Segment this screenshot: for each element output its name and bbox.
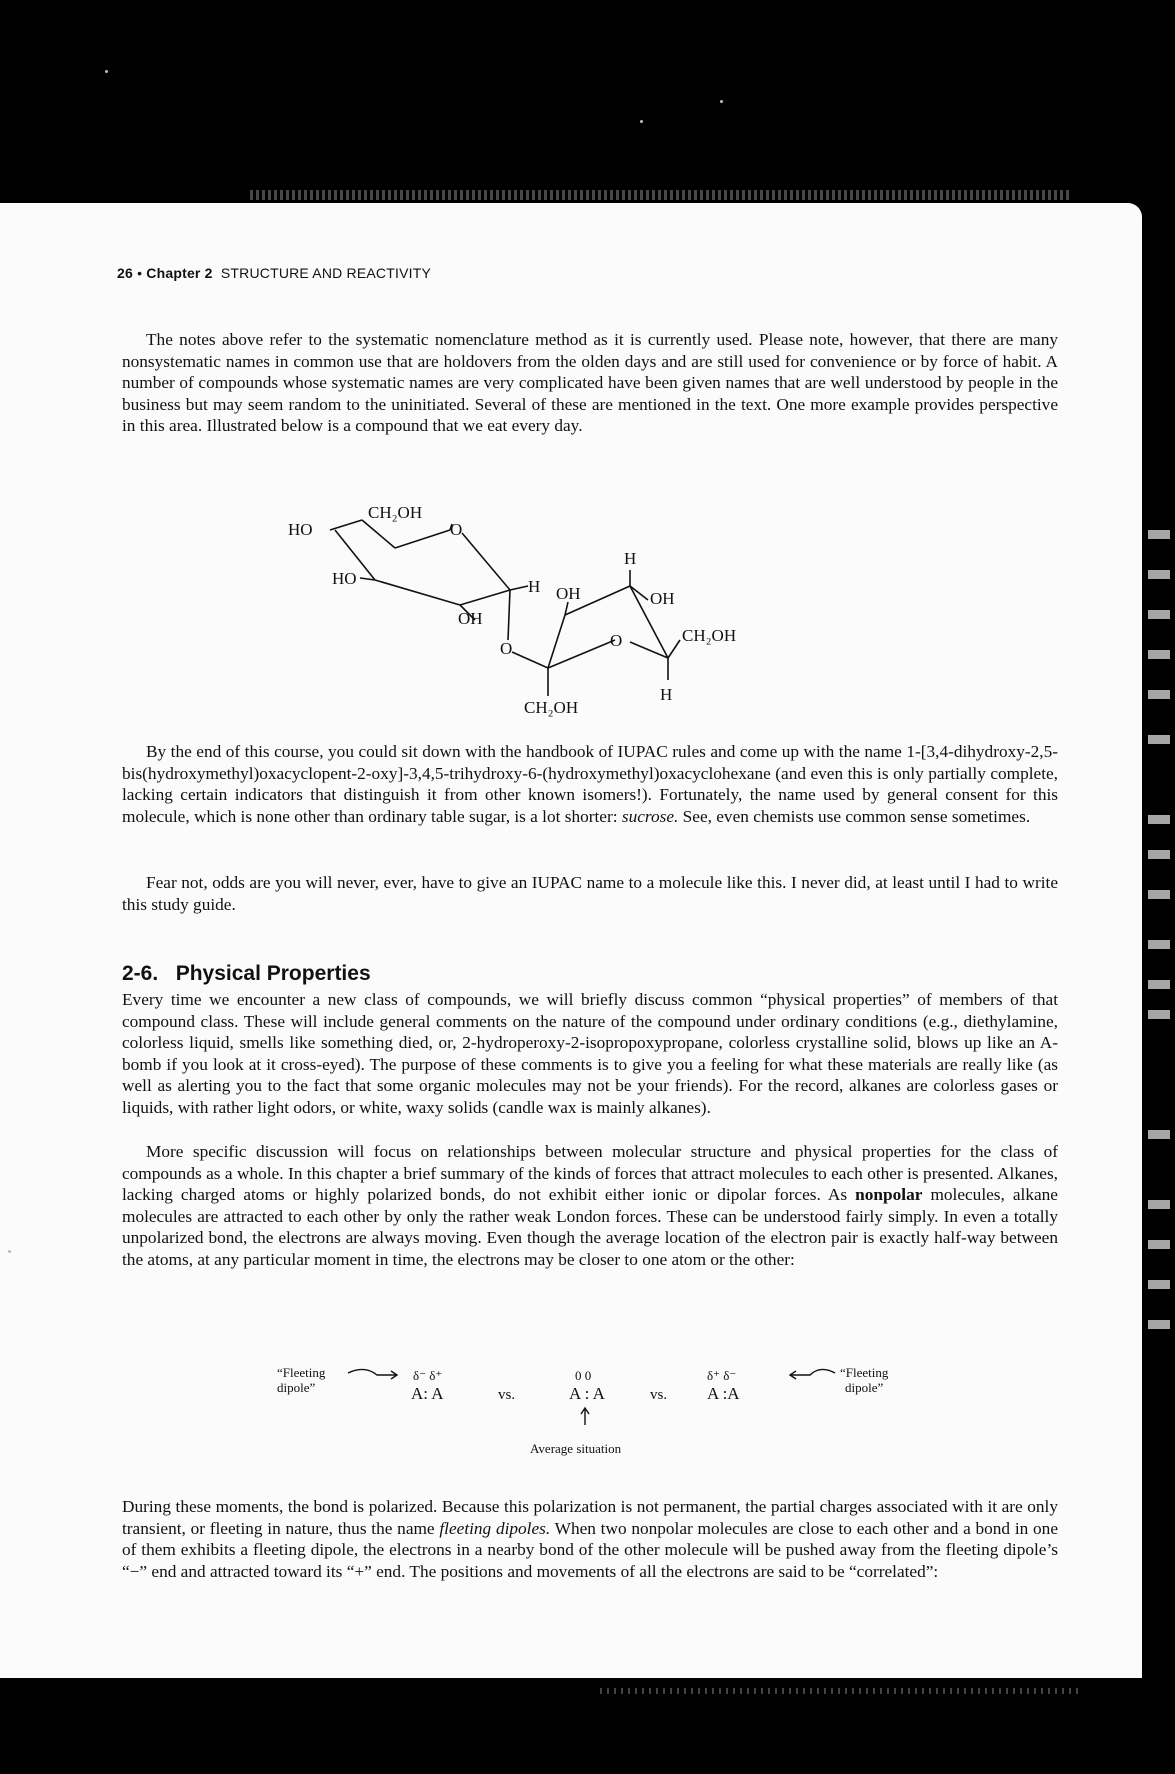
fleeting-right-1: “Fleeting: [840, 1365, 889, 1380]
paragraph-fear: Fear not, odds are you will never, ever, have to give an IUPAC name to a molecule like this. I never did, at least until I had to write this study guide.: [122, 873, 1058, 914]
paragraph-physical-2: [122, 1141, 1058, 1271]
scan-noise-top: [250, 190, 1070, 200]
bond: [510, 586, 528, 590]
right-atoms: A :A: [707, 1384, 740, 1403]
average-caption: Average situation: [530, 1441, 622, 1456]
paragraph-iupac: [122, 741, 1058, 827]
vs-1: vs.: [498, 1387, 516, 1403]
paragraph-during: [122, 1496, 1058, 1582]
label-h-anomeric: H: [528, 577, 541, 596]
label-ho-mid: HO: [332, 569, 357, 588]
label-oh-low: OH: [458, 609, 483, 628]
iupac-text-a: By the end of this course, you could sit down with the handbook of IUPAC rules and come up with the name 1-[3,4-dihydroxy-2,5-bis(hydroxymethyl)oxacyclopent-2-oxy]-3,4,5-trihydroxy-6-(hydroxymethyl)oxacyclohexane (and even this is only partially complete, lacking certain indicators that distinguish it from other known isomers!). Fortunately, the name used by general consent for this molecule, which is none other than ordinary table sugar, is a lot shorter:: [122, 742, 1058, 826]
left-charges: δ⁻ δ⁺: [413, 1368, 443, 1383]
bond: [508, 590, 510, 640]
paragraph-intro: The notes above refer to the systematic nomenclature method as it is currently used. Please note, however, that there are many nonsystematic names in common use that are holdovers from the olden days and are still used for convenience or by force of habit. A number of compounds whose systematic names are very complicated have been given names that are well understood by people in the business but may seem random to the uninitiated. Several of these are mentioned in the text. One more example provides perspective in this area. Illustrated below is a compound that we eat every day.: [122, 330, 1058, 436]
bullet: •: [137, 265, 143, 281]
page-number: 26: [117, 265, 133, 281]
bond: [668, 640, 680, 658]
label-o-link: O: [500, 639, 513, 658]
label-o-ring1: O: [450, 520, 463, 539]
bond: [460, 590, 510, 605]
fleeting-left-1: “Fleeting: [277, 1365, 326, 1380]
bond: [512, 652, 548, 668]
chapter-title: STRUCTURE AND REACTIVITY: [220, 265, 431, 281]
section-number: 2-6.: [122, 962, 159, 985]
nonpolar-term: nonpolar: [855, 1185, 923, 1205]
fleeting-right-2: dipole”: [845, 1380, 884, 1395]
iupac-text-b: See, even chemists use common sense sometimes.: [678, 806, 1031, 826]
label-ch2oh-right: CH₂OH: [682, 626, 737, 645]
bond: [362, 520, 395, 548]
bond: [548, 640, 615, 668]
mid-atoms: A : A: [569, 1384, 605, 1403]
paragraph-physical-1: Every time we encounter a new class of compounds, we will briefly discuss common “physical properties” of members of that compound class. These will include general comments on the nature of the compound under ordinary conditions (e.g., diethylamine, colorless liquid, smells like something died, or, 2-hydroperoxy-2-isopropoxypropane, colorless crystalline solid, blows up like an A-bomb if you look at it cross-eyed). The purpose of these comments is to give you a feeling for what these materials are really like (as well as alerting you to the fact that some organic molecules may not be your friends). For the record, alkanes are colorless gases or liquids, with rather light odors, or white, waxy solids (candle wax is mainly alkanes).: [122, 990, 1058, 1117]
label-o-ring2: O: [610, 631, 623, 650]
scan-noise-bottom: [600, 1688, 1080, 1694]
adjacent-page-edge: [1142, 520, 1175, 1670]
fleeting-dipole-figure: [255, 1365, 915, 1460]
chapter-label: Chapter 2: [146, 265, 213, 281]
bond: [630, 642, 668, 658]
fleeting-dipoles-term: fleeting dipoles.: [439, 1518, 551, 1538]
label-h-top: H: [624, 549, 637, 568]
bond: [375, 580, 460, 605]
vs-2: vs.: [650, 1387, 668, 1403]
sucrose-structure: [288, 500, 860, 717]
running-head: [117, 265, 431, 281]
left-arrow: [348, 1369, 397, 1375]
phys2-text-b: molecules, alkane molecules are attracted to each other by only the rather weak London forces. These can be understood fairly simply. In even a totally unpolarized bond, the electrons are always moving. Even though the average location of the electron pair is exactly half-way between the atoms, at any particular moment in time, the electrons may be closer to one atom or the other:: [122, 1185, 1058, 1269]
section-heading: [122, 962, 371, 986]
label-ch2oh-top: CH₂OH: [368, 503, 423, 522]
fleeting-left-2: dipole”: [277, 1380, 316, 1395]
label-h-bottom: H: [660, 685, 673, 704]
phys2-text-a: More specific discussion will focus on relationships between molecular structure and physical properties for the class of compounds as a whole. In this chapter a brief summary of the kinds of forces that attract molecules to each other is presented. Alkanes, lacking charged atoms or highly polarized bonds, do not exhibit either ionic or dipolar forces. As: [122, 1142, 1058, 1205]
bond: [330, 520, 362, 530]
label-ho-top: HO: [288, 520, 313, 539]
bond: [462, 533, 510, 590]
bond: [395, 530, 450, 548]
bond: [630, 586, 648, 600]
bond: [548, 615, 565, 668]
during-text-a: During these moments, the bond is polarized. Because this polarization is not permanent, the partial charges associated with it are only transient, or fleeting in nature, thus the name: [122, 1497, 1058, 1538]
right-charges: δ⁺ δ⁻: [707, 1368, 737, 1383]
during-text-b: When two nonpolar molecules are close to each other and a bond in one of them exhibits a fleeting dipole, the electrons in a nearby bond of the other molecule will be pushed away from the fleeting dipole’s “−” end and attracted toward its “+” end. The positions and movements of all the electrons are said to be “correlated”:: [122, 1518, 1058, 1581]
section-title: Physical Properties: [175, 962, 371, 985]
label-oh-b: OH: [650, 589, 675, 608]
label-oh-a: OH: [556, 584, 581, 603]
label-ch2oh-bottom: CH₂OH: [524, 698, 579, 717]
right-arrow: [790, 1369, 835, 1375]
mid-charges: 0 0: [575, 1368, 592, 1383]
left-atoms: A: A: [411, 1384, 444, 1403]
sucrose-term: sucrose.: [621, 806, 679, 826]
